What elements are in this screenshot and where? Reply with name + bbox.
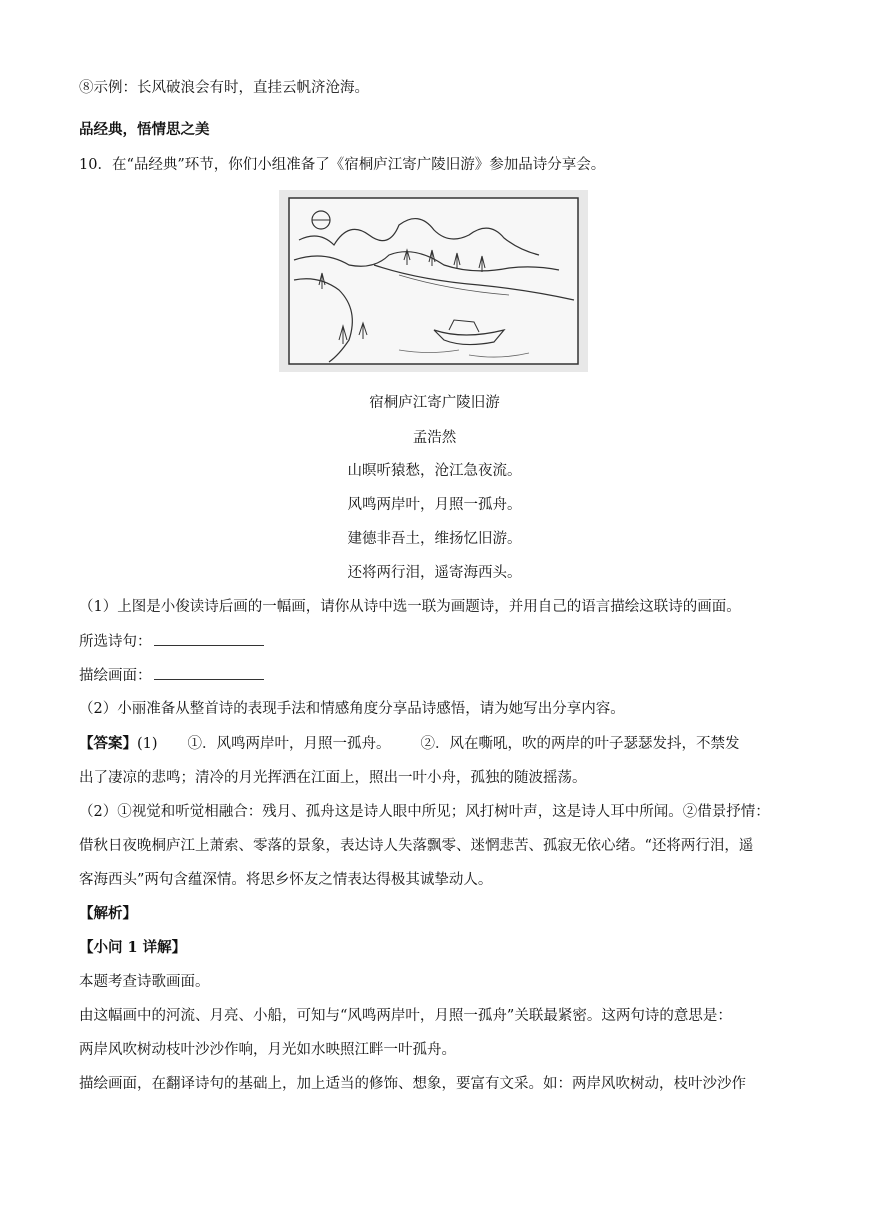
- analysis-subheading-1: 【小问 1 详解】: [79, 939, 187, 956]
- describe-label: 描绘画面：: [79, 668, 152, 684]
- selected-line-blank: [154, 631, 264, 646]
- example-8-line: ⑧示例：长风破浪会有时，直挂云帆济沧海。: [79, 80, 369, 96]
- poem-line: 还将两行泪，遥寄海西头。: [347, 565, 522, 581]
- answer-item-2-continued: 出了凄凉的悲鸣；清冷的月光挥洒在江面上，照出一叶小舟，孤独的随波摇荡。: [79, 770, 587, 786]
- analysis-line: 由这幅画中的河流、月亮、小船，可知与“风鸣两岸叶，月照一孤舟”关联最紧密。这两句诗的意思是：: [79, 1008, 732, 1024]
- answer-part1-number: (1): [137, 736, 158, 752]
- poem-title: 宿桐庐江寄广陵旧游: [369, 395, 500, 411]
- analysis-line: 本题考查诗歌画面。: [79, 974, 210, 990]
- poem-line: 山暝听猿愁，沧江急夜流。: [347, 463, 522, 479]
- answer-item-2: ②．风在嘶吼，吹的两岸的叶子瑟瑟发抖，不禁发: [420, 736, 740, 752]
- selected-line-label: 所选诗句：: [79, 634, 152, 650]
- question-1: （1）上图是小俊读诗后画的一幅画，请你从诗中选一联为画题诗，并用自己的语言描绘这联诗的画面。: [79, 599, 741, 615]
- section-heading: 品经典，悟情思之美: [79, 121, 210, 138]
- analysis-label: 【解析】: [79, 905, 137, 922]
- answer-part-2-line: 借秋日夜晚桐庐江上萧索、零落的景象，表达诗人失落飘零、迷惘悲苦、孤寂无依心绪。“还将两行泪，遥: [79, 838, 754, 854]
- answer-part-2-line: 客海西头”两句含蕴深情。将思乡怀友之情表达得极其诚挚动人。: [79, 872, 493, 888]
- answer-label: 【答案】: [79, 735, 137, 752]
- question-10-intro: 10．在“品经典”环节，你们小组准备了《宿桐庐江寄广陵旧游》参加品诗分享会。: [79, 157, 606, 173]
- selected-line-prompt: [79, 631, 264, 652]
- poem-author: 孟浩然: [412, 430, 457, 446]
- analysis-line: 两岸风吹树动枝叶沙沙作响，月光如水映照江畔一叶孤舟。: [79, 1042, 456, 1058]
- answer-part-2-line: （2）①视觉和听觉相融合：残月、孤舟这是诗人眼中所见；风打树叶声，这是诗人耳中所闻。②借景抒情：: [79, 804, 770, 820]
- answer-item-1: ①．风鸣两岸叶，月照一孤舟。: [187, 736, 391, 752]
- poem-illustration: [279, 190, 588, 372]
- poem-line: 建德非吾土，维扬忆旧游。: [347, 531, 522, 547]
- question-2: （2）小丽准备从整首诗的表现手法和情感角度分享品诗感悟，请为她写出分享内容。: [79, 701, 625, 717]
- poem-line: 风鸣两岸叶，月照一孤舟。: [347, 497, 522, 513]
- describe-prompt: [79, 665, 264, 686]
- analysis-line: 描绘画面，在翻译诗句的基础上，加上适当的修饰、想象，要富有文采。如：两岸风吹树动，枝叶沙沙作: [79, 1076, 746, 1092]
- describe-blank: [154, 665, 264, 680]
- answer-line-1: [79, 734, 740, 754]
